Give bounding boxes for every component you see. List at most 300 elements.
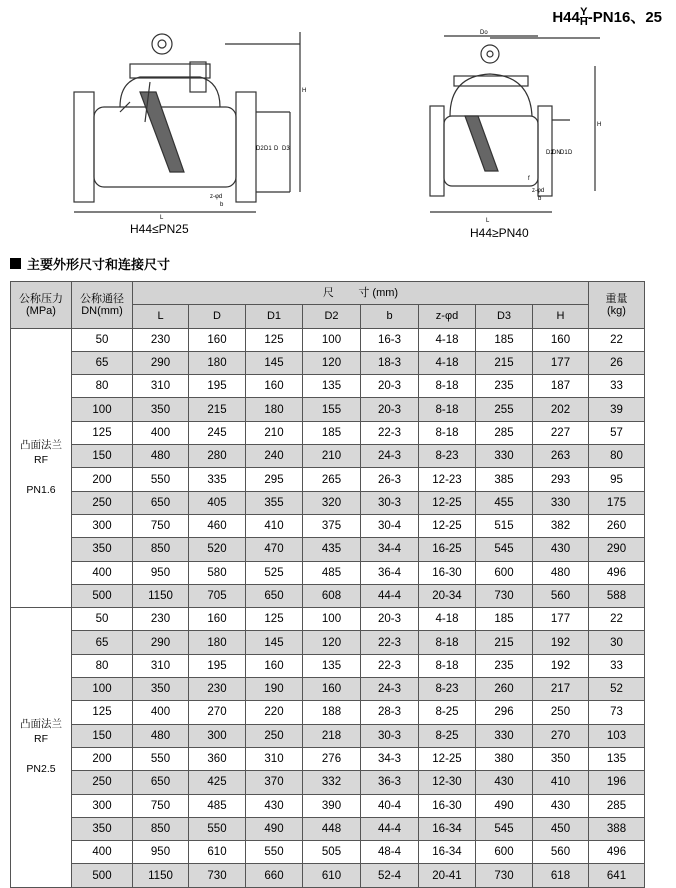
dn-cell: 50	[72, 328, 133, 351]
column-header: H	[533, 305, 589, 328]
table-cell: 730	[476, 584, 533, 607]
table-cell: 650	[133, 771, 189, 794]
table-cell: 410	[246, 514, 303, 537]
dn-cell: 200	[72, 747, 133, 770]
svg-text:H: H	[302, 88, 307, 94]
table-cell: 730	[189, 864, 246, 887]
table-cell: 370	[246, 771, 303, 794]
table-cell: 296	[476, 701, 533, 724]
table-cell: 260	[589, 514, 645, 537]
table-cell: 187	[533, 375, 589, 398]
table-cell: 33	[589, 375, 645, 398]
table-cell: 335	[189, 468, 246, 491]
table-row	[11, 701, 645, 724]
table-cell: 235	[476, 654, 533, 677]
table-cell: 16-3	[361, 328, 419, 351]
dn-cell: 65	[72, 631, 133, 654]
table-cell: 850	[133, 817, 189, 840]
table-row	[11, 771, 645, 794]
table-cell: 1150	[133, 584, 189, 607]
table-cell: 215	[476, 351, 533, 374]
dn-cell: 50	[72, 608, 133, 631]
table-cell: 202	[533, 398, 589, 421]
table-cell: 650	[133, 491, 189, 514]
table-cell: 730	[476, 864, 533, 887]
table-cell: 293	[533, 468, 589, 491]
table-cell: 34-3	[361, 747, 419, 770]
table-cell: 705	[189, 584, 246, 607]
table-cell: 480	[533, 561, 589, 584]
table-cell: 380	[476, 747, 533, 770]
table-row	[11, 584, 645, 607]
table-cell: 545	[476, 817, 533, 840]
table-cell: 430	[533, 794, 589, 817]
table-cell: 580	[189, 561, 246, 584]
table-cell: 448	[303, 817, 361, 840]
table-cell: 30-3	[361, 724, 419, 747]
table-cell: 950	[133, 841, 189, 864]
table-cell: 12-23	[419, 468, 476, 491]
table-cell: 227	[533, 421, 589, 444]
table-cell: 16-25	[419, 538, 476, 561]
table-cell: 36-4	[361, 561, 419, 584]
table-cell: 135	[303, 375, 361, 398]
dn-cell: 65	[72, 351, 133, 374]
table-cell: 350	[133, 678, 189, 701]
section-title: 主要外形尺寸和连接尺寸	[10, 254, 170, 273]
table-cell: 30-3	[361, 491, 419, 514]
column-header: L	[133, 305, 189, 328]
column-header: b	[361, 305, 419, 328]
table-row	[11, 794, 645, 817]
table-cell: 355	[246, 491, 303, 514]
table-cell: 215	[476, 631, 533, 654]
table-cell: 26	[589, 351, 645, 374]
table-cell: 285	[589, 794, 645, 817]
table-cell: 330	[533, 491, 589, 514]
table-cell: 515	[476, 514, 533, 537]
table-cell: 36-3	[361, 771, 419, 794]
table-cell: 270	[533, 724, 589, 747]
table-cell: 550	[133, 747, 189, 770]
table-cell: 8-18	[419, 375, 476, 398]
table-row	[11, 328, 645, 351]
spec-table	[10, 281, 645, 888]
table-cell: 310	[246, 747, 303, 770]
table-cell: 235	[476, 375, 533, 398]
table-cell: 20-34	[419, 584, 476, 607]
table-cell: 20-3	[361, 608, 419, 631]
table-cell: 390	[303, 794, 361, 817]
table-cell: 1150	[133, 864, 189, 887]
table-row	[11, 724, 645, 747]
svg-text:f: f	[528, 176, 530, 182]
table-cell: 550	[189, 817, 246, 840]
table-cell: 4-18	[419, 608, 476, 631]
table-cell: 240	[246, 445, 303, 468]
table-cell: 12-25	[419, 747, 476, 770]
table-cell: 290	[133, 631, 189, 654]
table-cell: 350	[533, 747, 589, 770]
svg-text:D1: D1	[264, 146, 272, 152]
table-cell: 660	[246, 864, 303, 887]
table-cell: 125	[246, 608, 303, 631]
table-cell: 490	[476, 794, 533, 817]
dn-cell: 200	[72, 468, 133, 491]
table-cell: 425	[189, 771, 246, 794]
table-row	[11, 445, 645, 468]
table-cell: 180	[189, 351, 246, 374]
table-row	[11, 398, 645, 421]
table-cell: 8-18	[419, 631, 476, 654]
table-cell: 195	[189, 654, 246, 677]
dn-cell: 350	[72, 538, 133, 561]
svg-text:D3: D3	[282, 146, 290, 152]
table-cell: 16-34	[419, 841, 476, 864]
table-cell: 8-25	[419, 724, 476, 747]
table-cell: 18-3	[361, 351, 419, 374]
table-cell: 400	[133, 701, 189, 724]
table-cell: 8-23	[419, 445, 476, 468]
table-cell: 160	[246, 654, 303, 677]
table-cell: 230	[133, 328, 189, 351]
table-cell: 430	[476, 771, 533, 794]
table-cell: 285	[476, 421, 533, 444]
table-cell: 360	[189, 747, 246, 770]
table-row	[11, 747, 645, 770]
table-cell: 175	[589, 491, 645, 514]
table-cell: 100	[303, 328, 361, 351]
dn-cell: 250	[72, 771, 133, 794]
valve-drawing-pn40	[420, 26, 620, 226]
table-cell: 40-4	[361, 794, 419, 817]
table-cell: 20-3	[361, 375, 419, 398]
svg-text:D: D	[274, 146, 279, 152]
table-cell: 255	[476, 398, 533, 421]
column-header: D	[189, 305, 246, 328]
table-cell: 20-41	[419, 864, 476, 887]
table-cell: 588	[589, 584, 645, 607]
table-row	[11, 608, 645, 631]
table-cell: 95	[589, 468, 645, 491]
table-row	[11, 468, 645, 491]
svg-text:DN: DN	[552, 150, 561, 156]
table-row	[11, 375, 645, 398]
table-cell: 388	[589, 817, 645, 840]
column-header: z-φd	[419, 305, 476, 328]
table-cell: 52	[589, 678, 645, 701]
dn-cell: 100	[72, 398, 133, 421]
dn-cell: 500	[72, 584, 133, 607]
table-cell: 16-30	[419, 561, 476, 584]
table-cell: 100	[303, 608, 361, 631]
table-cell: 600	[476, 561, 533, 584]
figure-caption-pn25: H44≤PN25	[130, 222, 189, 236]
table-cell: 135	[589, 747, 645, 770]
table-cell: 22	[589, 328, 645, 351]
table-cell: 160	[303, 678, 361, 701]
table-cell: 177	[533, 608, 589, 631]
table-cell: 496	[589, 561, 645, 584]
table-cell: 192	[533, 654, 589, 677]
table-row	[11, 678, 645, 701]
table-cell: 230	[133, 608, 189, 631]
svg-text:L: L	[486, 218, 490, 224]
table-cell: 385	[476, 468, 533, 491]
table-cell: 400	[133, 421, 189, 444]
table-cell: 196	[589, 771, 645, 794]
table-row	[11, 561, 645, 584]
table-cell: 290	[589, 538, 645, 561]
table-cell: 8-18	[419, 398, 476, 421]
dn-cell: 350	[72, 817, 133, 840]
header-row-1	[11, 282, 645, 305]
table-cell: 245	[189, 421, 246, 444]
table-cell: 460	[189, 514, 246, 537]
square-bullet-icon	[10, 258, 21, 269]
table-cell: 16-30	[419, 794, 476, 817]
table-cell: 80	[589, 445, 645, 468]
table-cell: 20-3	[361, 398, 419, 421]
table-cell: 39	[589, 398, 645, 421]
table-cell: 8-18	[419, 654, 476, 677]
table-cell: 263	[533, 445, 589, 468]
table-cell: 320	[303, 491, 361, 514]
svg-text:D1: D1	[560, 150, 568, 156]
table-cell: 185	[476, 608, 533, 631]
table-cell: 750	[133, 794, 189, 817]
table-cell: 375	[303, 514, 361, 537]
dn-cell: 400	[72, 841, 133, 864]
dn-cell: 125	[72, 421, 133, 444]
table-cell: 28-3	[361, 701, 419, 724]
table-row	[11, 654, 645, 677]
svg-text:z-φd: z-φd	[532, 188, 545, 194]
table-cell: 8-25	[419, 701, 476, 724]
table-cell: 410	[533, 771, 589, 794]
table-cell: 48-4	[361, 841, 419, 864]
table-cell: 610	[303, 864, 361, 887]
table-cell: 618	[533, 864, 589, 887]
table-cell: 485	[189, 794, 246, 817]
table-cell: 270	[189, 701, 246, 724]
table-cell: 120	[303, 351, 361, 374]
table-cell: 195	[189, 375, 246, 398]
table-cell: 26-3	[361, 468, 419, 491]
dn-cell: 300	[72, 514, 133, 537]
table-cell: 160	[189, 328, 246, 351]
table-cell: 12-30	[419, 771, 476, 794]
table-cell: 545	[476, 538, 533, 561]
table-cell: 12-25	[419, 514, 476, 537]
table-cell: 192	[533, 631, 589, 654]
table-cell: 44-4	[361, 584, 419, 607]
table-cell: 450	[533, 817, 589, 840]
table-cell: 430	[246, 794, 303, 817]
table-cell: 300	[189, 724, 246, 747]
table-cell: 470	[246, 538, 303, 561]
table-cell: 180	[246, 398, 303, 421]
table-cell: 180	[189, 631, 246, 654]
table-cell: 16-34	[419, 817, 476, 840]
table-cell: 33	[589, 654, 645, 677]
pressure-group-label: 凸面法兰 RF PN1.6	[11, 328, 72, 608]
table-cell: 290	[133, 351, 189, 374]
table-cell: 430	[533, 538, 589, 561]
table-cell: 550	[246, 841, 303, 864]
table-cell: 310	[133, 375, 189, 398]
table-cell: 641	[589, 864, 645, 887]
dn-cell: 300	[72, 794, 133, 817]
table-row	[11, 631, 645, 654]
table-cell: 22-3	[361, 631, 419, 654]
column-header: D1	[246, 305, 303, 328]
header-size: 尺 寸 (mm)	[133, 282, 589, 305]
column-header: D2	[303, 305, 361, 328]
table-row	[11, 514, 645, 537]
table-cell: 177	[533, 351, 589, 374]
table-cell: 145	[246, 351, 303, 374]
table-cell: 382	[533, 514, 589, 537]
svg-text:z-φd: z-φd	[210, 194, 223, 200]
table-cell: 505	[303, 841, 361, 864]
table-cell: 22-3	[361, 654, 419, 677]
svg-text:D2: D2	[256, 146, 264, 152]
table-cell: 250	[533, 701, 589, 724]
table-cell: 145	[246, 631, 303, 654]
table-cell: 350	[133, 398, 189, 421]
table-cell: 950	[133, 561, 189, 584]
table-cell: 217	[533, 678, 589, 701]
table-cell: 8-23	[419, 678, 476, 701]
table-row	[11, 421, 645, 444]
table-cell: 30-4	[361, 514, 419, 537]
table-cell: 30	[589, 631, 645, 654]
dn-cell: 80	[72, 375, 133, 398]
table-cell: 8-18	[419, 421, 476, 444]
svg-text:Do: Do	[480, 30, 488, 36]
table-cell: 210	[303, 445, 361, 468]
table-cell: 34-4	[361, 538, 419, 561]
table-cell: 24-3	[361, 678, 419, 701]
header-pressure: 公称压力 (MPa)	[11, 282, 72, 329]
valve-drawing-pn25	[60, 22, 330, 222]
svg-text:D2: D2	[546, 150, 554, 156]
table-cell: 750	[133, 514, 189, 537]
model-title: H44 $\frac{Y}{H}$ -PN16、25	[552, 5, 662, 28]
dn-cell: 150	[72, 445, 133, 468]
table-cell: 405	[189, 491, 246, 514]
dn-cell: 125	[72, 701, 133, 724]
table-cell: 560	[533, 584, 589, 607]
svg-text:L: L	[160, 215, 164, 221]
figure-caption-pn40: H44≥PN40	[470, 226, 529, 240]
table-cell: 276	[303, 747, 361, 770]
svg-text:D: D	[568, 150, 573, 156]
table-cell: 295	[246, 468, 303, 491]
table-cell: 280	[189, 445, 246, 468]
table-cell: 125	[246, 328, 303, 351]
table-cell: 230	[189, 678, 246, 701]
table-cell: 185	[303, 421, 361, 444]
dn-cell: 100	[72, 678, 133, 701]
svg-text:H: H	[597, 122, 602, 128]
table-cell: 210	[246, 421, 303, 444]
table-cell: 490	[246, 817, 303, 840]
table-cell: 610	[189, 841, 246, 864]
table-cell: 850	[133, 538, 189, 561]
table-cell: 185	[476, 328, 533, 351]
table-cell: 496	[589, 841, 645, 864]
table-cell: 520	[189, 538, 246, 561]
table-cell: 600	[476, 841, 533, 864]
table-cell: 190	[246, 678, 303, 701]
table-cell: 24-3	[361, 445, 419, 468]
table-cell: 650	[246, 584, 303, 607]
header-weight: 重量 (kg)	[589, 282, 645, 329]
table-cell: 52-4	[361, 864, 419, 887]
table-row	[11, 538, 645, 561]
table-cell: 250	[246, 724, 303, 747]
svg-text:b: b	[538, 196, 542, 202]
table-cell: 525	[246, 561, 303, 584]
table-cell: 485	[303, 561, 361, 584]
table-cell: 22-3	[361, 421, 419, 444]
table-cell: 435	[303, 538, 361, 561]
table-cell: 332	[303, 771, 361, 794]
table-cell: 260	[476, 678, 533, 701]
table-row	[11, 841, 645, 864]
dn-cell: 250	[72, 491, 133, 514]
table-row	[11, 491, 645, 514]
table-cell: 215	[189, 398, 246, 421]
table-cell: 330	[476, 724, 533, 747]
table-cell: 160	[189, 608, 246, 631]
table-cell: 73	[589, 701, 645, 724]
table-cell: 160	[533, 328, 589, 351]
table-cell: 480	[133, 445, 189, 468]
dn-cell: 80	[72, 654, 133, 677]
table-cell: 12-25	[419, 491, 476, 514]
table-row	[11, 864, 645, 887]
header-dn: 公称通径 DN(mm)	[72, 282, 133, 329]
table-cell: 560	[533, 841, 589, 864]
table-cell: 188	[303, 701, 361, 724]
table-cell: 57	[589, 421, 645, 444]
table-cell: 220	[246, 701, 303, 724]
table-cell: 120	[303, 631, 361, 654]
dn-cell: 150	[72, 724, 133, 747]
table-cell: 480	[133, 724, 189, 747]
table-cell: 103	[589, 724, 645, 747]
table-cell: 310	[133, 654, 189, 677]
svg-text:b: b	[220, 202, 224, 208]
table-cell: 135	[303, 654, 361, 677]
dn-cell: 500	[72, 864, 133, 887]
table-cell: 160	[246, 375, 303, 398]
table-cell: 455	[476, 491, 533, 514]
table-cell: 155	[303, 398, 361, 421]
table-cell: 4-18	[419, 351, 476, 374]
table-cell: 44-4	[361, 817, 419, 840]
dn-cell: 400	[72, 561, 133, 584]
table-cell: 265	[303, 468, 361, 491]
table-cell: 330	[476, 445, 533, 468]
table-cell: 608	[303, 584, 361, 607]
table-row	[11, 351, 645, 374]
table-row	[11, 817, 645, 840]
table-cell: 550	[133, 468, 189, 491]
